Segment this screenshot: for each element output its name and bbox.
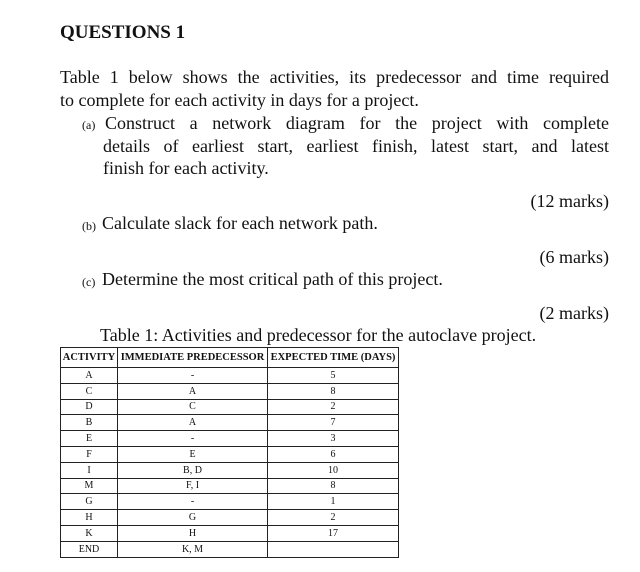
cell-activity: K [61, 525, 118, 541]
table-row [61, 383, 399, 399]
cell-predecessor: C [118, 399, 268, 415]
part-c-text: Determine the most critical path of this project. [102, 269, 443, 289]
part-b-marks: (6 marks) [539, 247, 609, 267]
cell-time: 6 [268, 446, 399, 462]
cell-predecessor: B, D [118, 462, 268, 478]
cell-time: 1 [268, 494, 399, 510]
cell-time: 8 [268, 383, 399, 399]
cell-time: 8 [268, 478, 399, 494]
intro-line-2: to complete for each activity in days for a project. [60, 90, 419, 110]
cell-activity: D [61, 399, 118, 415]
table-row [61, 525, 399, 541]
part-a-line-3: finish for each activity. [103, 158, 269, 178]
table-row [61, 462, 399, 478]
question-title: QUESTIONS 1 [60, 22, 186, 43]
cell-time: 7 [268, 415, 399, 431]
activities-table [60, 347, 399, 558]
table-row [61, 494, 399, 510]
cell-predecessor: A [118, 383, 268, 399]
cell-time: 17 [268, 525, 399, 541]
cell-activity: E [61, 431, 118, 447]
cell-predecessor: E [118, 446, 268, 462]
cell-predecessor: - [118, 368, 268, 384]
cell-predecessor: K, M [118, 541, 268, 557]
header-predecessor: IMMEDIATE PREDECESSOR [118, 348, 268, 368]
cell-activity: G [61, 494, 118, 510]
cell-activity: C [61, 383, 118, 399]
table-row [61, 541, 399, 557]
cell-predecessor: - [118, 431, 268, 447]
part-c-label: (c) [82, 275, 96, 289]
cell-predecessor: - [118, 494, 268, 510]
cell-activity: I [61, 462, 118, 478]
cell-time: 5 [268, 368, 399, 384]
table-row [61, 368, 399, 384]
cell-time: 10 [268, 462, 399, 478]
part-a-line-1: Construct a network diagram for the project with complete [105, 113, 609, 133]
cell-activity: H [61, 510, 118, 526]
part-c-marks: (2 marks) [539, 303, 609, 323]
header-activity: ACTIVITY [61, 348, 118, 368]
cell-predecessor: H [118, 525, 268, 541]
table-row [61, 510, 399, 526]
table-caption: Table 1: Activities and predecessor for the autoclave project. [100, 325, 537, 345]
table-row [61, 399, 399, 415]
intro-line-1: Table 1 below shows the activities, its predecessor and time required [60, 67, 609, 87]
table-row [61, 431, 399, 447]
cell-time [268, 541, 399, 557]
table-row [61, 415, 399, 431]
cell-activity: B [61, 415, 118, 431]
cell-time: 3 [268, 431, 399, 447]
table-row [61, 478, 399, 494]
cell-activity: M [61, 478, 118, 494]
cell-predecessor: G [118, 510, 268, 526]
part-a-label: (a) [82, 118, 96, 132]
part-a-marks: (12 marks) [530, 191, 609, 211]
part-b-text: Calculate slack for each network path. [102, 213, 378, 233]
part-b-label: (b) [82, 219, 96, 233]
cell-time: 2 [268, 510, 399, 526]
cell-predecessor: F, I [118, 478, 268, 494]
cell-activity: F [61, 446, 118, 462]
cell-predecessor: A [118, 415, 268, 431]
cell-activity: END [61, 541, 118, 557]
cell-time: 2 [268, 399, 399, 415]
part-a-line-2: details of earliest start, earliest finish, latest start, and latest [103, 136, 609, 156]
cell-activity: A [61, 368, 118, 384]
table-row [61, 446, 399, 462]
header-time: EXPECTED TIME (DAYS) [268, 348, 399, 368]
